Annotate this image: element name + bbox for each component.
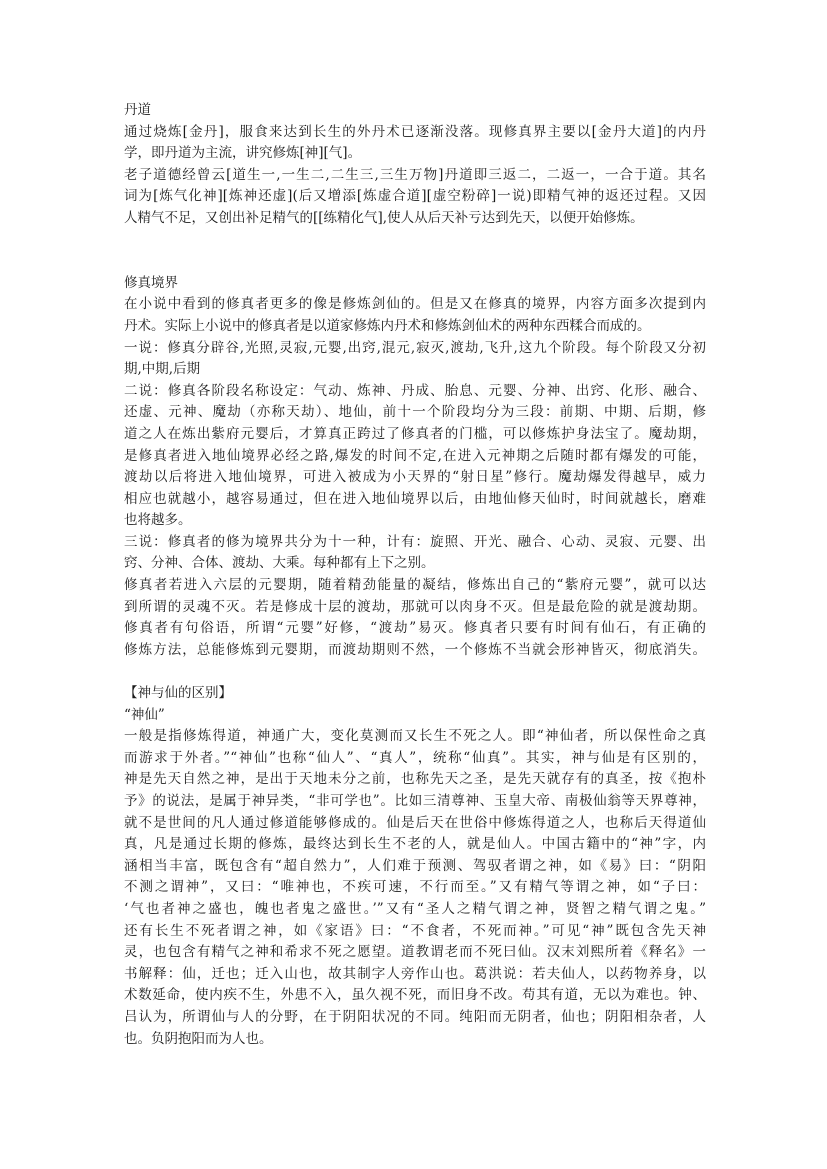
- section-heading-dandao: 丹道: [124, 102, 151, 118]
- paragraph-line: 书解释：仙，迁也；迁入山也，故其制字人旁作山也。葛洪说：若夫仙人，以药物养身，以: [124, 965, 706, 982]
- paragraph-line: ‘气也者神之盛也，魄也者鬼之盛世。’”又有“圣人之精气谓之神，贤智之精气谓之鬼。”: [124, 900, 706, 917]
- paragraph-line: 丹术。实际上小说中的修真者是以道家修炼内丹术和修炼剑仙术的两种东西糅合而成的。: [124, 317, 651, 334]
- paragraph-line: 涵相当丰富，既包含有“超自然力”，人们难于预测、驾驭者谓之神，如《易》曰：“阴阳: [124, 857, 706, 874]
- paragraph-line: 词为[炼气化神][炼神还虚](后又增添[炼虚合道][虚空粉碎]一说)即精气神的返还过程。又因: [124, 188, 706, 205]
- paragraph-line: 三说：修真者的修为境界共分为十一种，计有：旋照、开光、融合、心动、灵寂、元婴、出: [124, 533, 706, 550]
- paragraph-line: 在小说中看到的修真者更多的像是修炼剑仙的。但是又在修真的境界，内容方面多次提到内: [124, 296, 706, 313]
- paragraph-line: 是修真者进入地仙境界必经之路,爆发的时间不定,在进入元神期之后随时都有爆发的可能，: [124, 447, 706, 464]
- section-spacer: [124, 661, 706, 683]
- paragraph-line: 到所谓的灵魂不灭。若是修成十层的渡劫，那就可以肉身不灭。但是最危险的就是渡劫期。: [124, 598, 706, 615]
- paragraph-line: 吕认为，所谓仙与人的分野，在于阴阳状况的不同。纯阳而无阴者，仙也；阴阳相杂者，人: [124, 1008, 706, 1025]
- section-spacer: [124, 230, 706, 252]
- paragraph-line: 修真者若进入六层的元婴期，随着精劲能量的凝结，修炼出自己的“紫府元婴”，就可以达: [124, 577, 706, 594]
- paragraph-line: 渡劫以后将进入地仙境界，可进入被成为小天界的“射日星”修行。魔劫爆发得越早，威力: [124, 469, 706, 486]
- paragraph-line: 也。负阴抱阳而为人也。: [124, 1030, 273, 1047]
- section-heading-xiuzhen-jingjie: 修真境界: [124, 274, 178, 291]
- paragraph-line: 人精气不足，又创出补足精气的[[练精化气],使人从后天补亏达到先天，以便开始修炼。: [124, 209, 644, 226]
- paragraph-line: 二说：修真各阶段名称设定：气动、炼神、丹成、胎息、元婴、分神、出窍、化形、融合、: [124, 382, 706, 399]
- paragraph-line: 还有长生不死者谓之神，如《家语》曰：“不食者，不死而神。”可见“神”既包含先天神: [124, 922, 706, 939]
- paragraph-line: 老子道德经曾云[道生一,一生二,二生三,三生万物]丹道即三返二，二返一，一合于道。其名: [124, 166, 706, 183]
- paragraph-line: 一般是指修炼得道，神通广大，变化莫测而又长生不死之人。即“神仙者，所以保性命之真: [124, 728, 706, 745]
- paragraph-line: 期,中期,后期: [124, 361, 201, 378]
- paragraph-line: 予》的说法，是属于神异类，“非可学也”。比如三清尊神、玉皇大帝、南极仙翁等天界尊神，: [124, 793, 706, 809]
- paragraph-line: 不测之谓神”，又曰：“唯神也，不疾可速，不行而至。”又有精气等谓之神，如“子曰：: [124, 879, 706, 896]
- paragraph-line: 相应也就越小，越容易通过，但在进入地仙境界以后，由地仙修天仙时，时间就越长，磨难: [124, 490, 706, 507]
- paragraph-line: 一说：修真分辟谷,光照,灵寂,元婴,出窍,混元,寂灭,渡劫,飞升,这九个阶段。每个阶段又分初: [124, 339, 706, 356]
- paragraph-line: 学，即丹道为主流，讲究修炼[神][气]。: [124, 145, 362, 162]
- paragraph-line: 也将越多。: [124, 512, 192, 529]
- paragraph-line: 而游求于外者。”“神仙”也称“仙人”、“真人”，统称“仙真”。其实，神与仙是有区别的，: [124, 749, 706, 766]
- paragraph-line: 神是先天自然之神，是出于天地未分之前，也称先天之圣，是先天就存有的真圣，按《抱朴: [124, 771, 706, 788]
- paragraph-line: 还虚、元神、魔劫（亦称天劫）、地仙，前十一个阶段均分为三段：前期、中期、后期，修: [124, 404, 706, 421]
- paragraph-line: 道之人在炼出紫府元婴后，才算真正跨过了修真者的门槛，可以修炼护身法宝了。魔劫期，: [124, 425, 706, 442]
- paragraph-line: 术数延命，使内疾不生，外患不入，虽久视不死，而旧身不改。苟其有道，无以为难也。钟、: [124, 987, 706, 1004]
- section-subheading-shenxian: “神仙”: [124, 706, 165, 723]
- paragraph-line: 灵，也包含有精气之神和希求不死之愿望。道教谓老而不死曰仙。汉末刘熙所着《释名》一: [124, 944, 706, 961]
- paragraph-line: 真，凡是通过长期的修炼，最终达到长生不老的人，就是仙人。中国古籍中的“神”字，内: [124, 836, 706, 853]
- paragraph-line: 修真者有句俗语，所谓“元婴”好修，“渡劫”易灭。修真者只要有时间有仙石，有正确的: [124, 620, 706, 637]
- section-heading-shen-xian: 【神与仙的区别】: [124, 685, 232, 702]
- section-spacer: [124, 251, 706, 273]
- paragraph-line: 修炼方法，总能修炼到元婴期，而渡劫期则不然，一个修炼不当就会形神皆灭，彻底消失。: [124, 641, 706, 658]
- paragraph-line: 通过烧炼[金丹]，服食来达到长生的外丹术已逐渐没落。现修真界主要以[金丹大道]的内丹: [124, 123, 706, 140]
- document-page: [124, 100, 706, 1050]
- paragraph-line: 窍、分神、合体、渡劫、大乘。每种都有上下之别。: [124, 555, 435, 572]
- paragraph-line: 就不是世间的凡人通过修道能够修成的。仙是后天在世俗中修炼得道之人，也称后天得道仙: [124, 814, 706, 831]
